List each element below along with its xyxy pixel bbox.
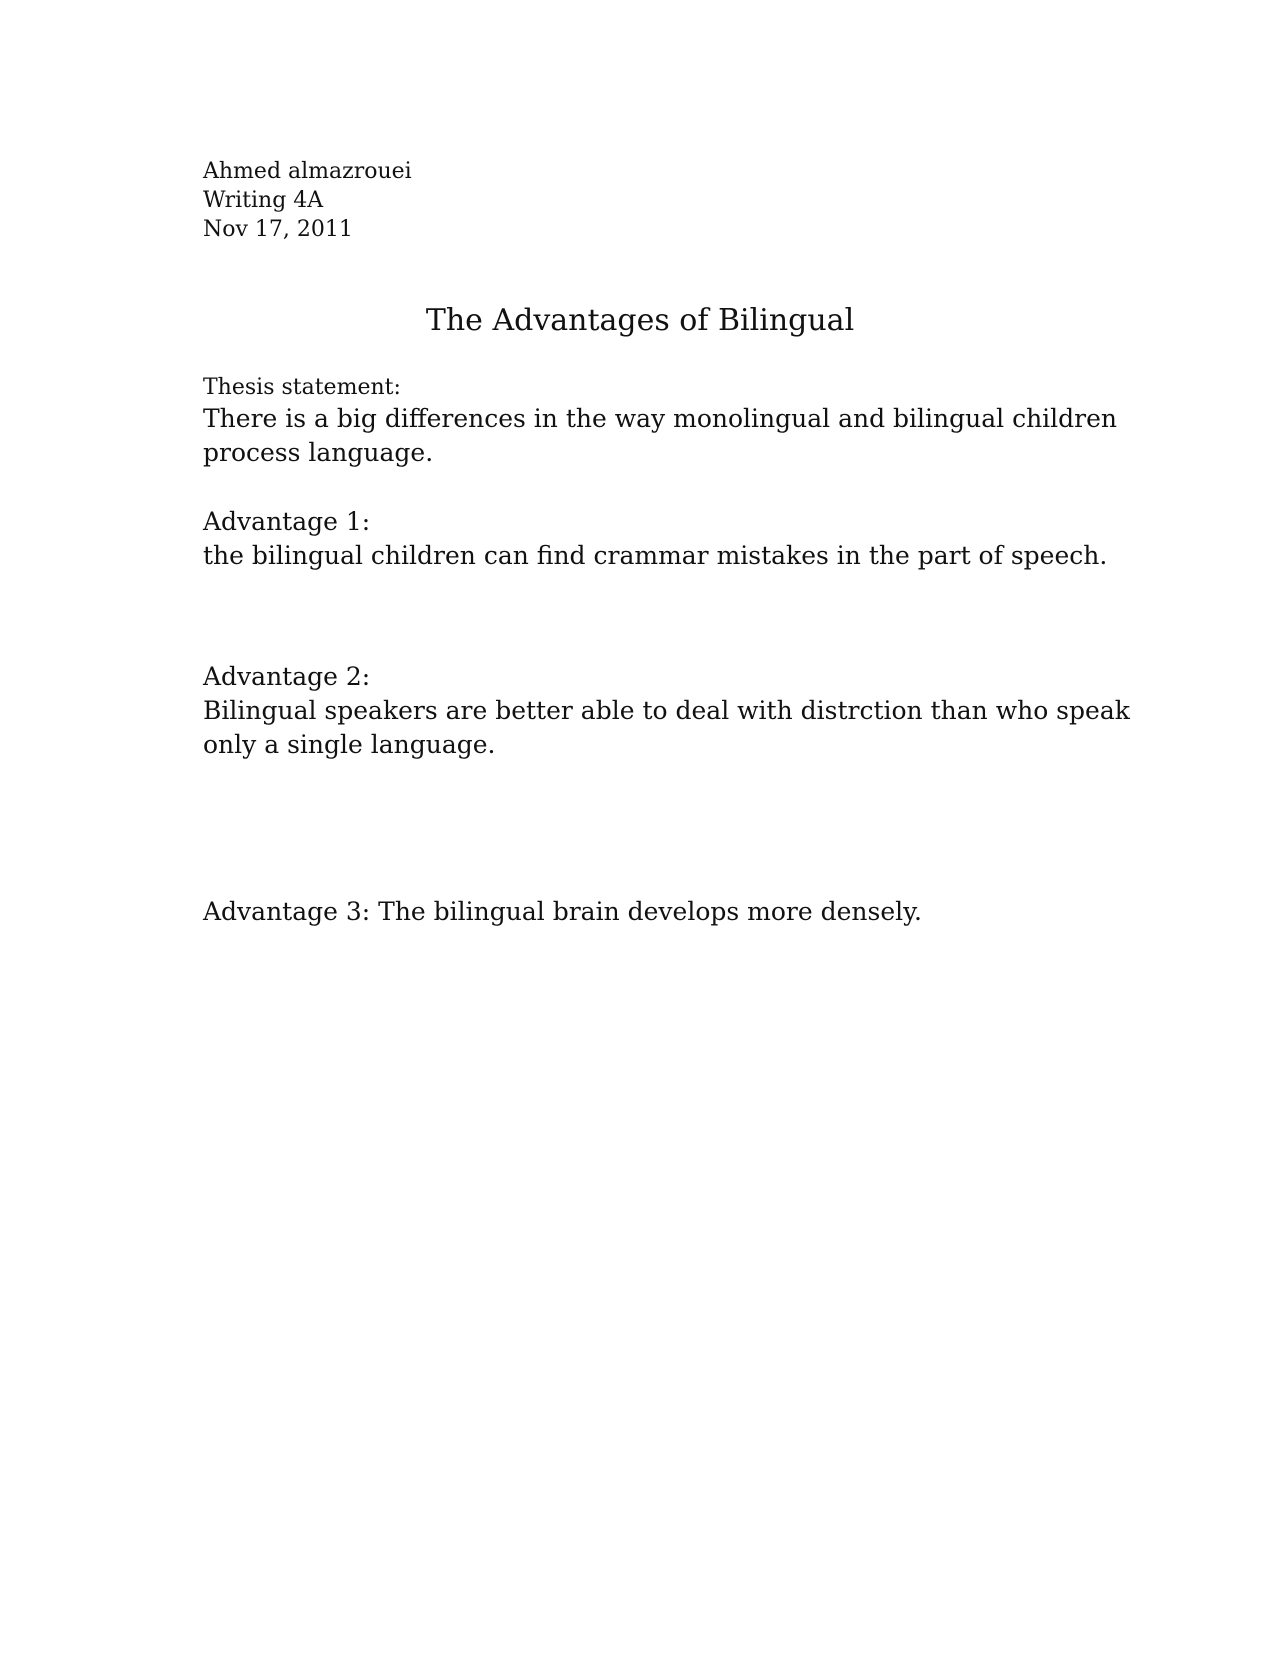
author-name: Ahmed almazrouei [203, 159, 412, 184]
header-block [203, 157, 412, 244]
advantage-3-section [203, 895, 922, 929]
advantage-1-text: the bilingual children can find crammar mistakes in the part of speech. [203, 541, 1108, 570]
document-date: Nov 17, 2011 [203, 217, 353, 242]
thesis-section [203, 374, 1117, 470]
document-title: The Advantages of Bilingual [425, 303, 855, 338]
advantage-1-section [203, 505, 1107, 573]
advantage-3-text: Advantage 3: The bilingual brain develops more densely. [203, 897, 922, 926]
advantage-2-label: Advantage 2: [203, 662, 371, 691]
advantage-2-line-1: Bilingual speakers are better able to deal with distrction than who speak [203, 696, 1130, 725]
thesis-line-1: There is a big differences in the way monolingual and bilingual children [203, 404, 1118, 433]
advantage-2-section [203, 660, 1130, 762]
course-name: Writing 4A [203, 188, 324, 213]
thesis-label: Thesis statement: [203, 375, 401, 400]
advantage-2-line-2: only a single language. [203, 730, 496, 759]
advantage-1-label: Advantage 1: [203, 507, 371, 536]
thesis-line-2: process language. [203, 438, 434, 467]
